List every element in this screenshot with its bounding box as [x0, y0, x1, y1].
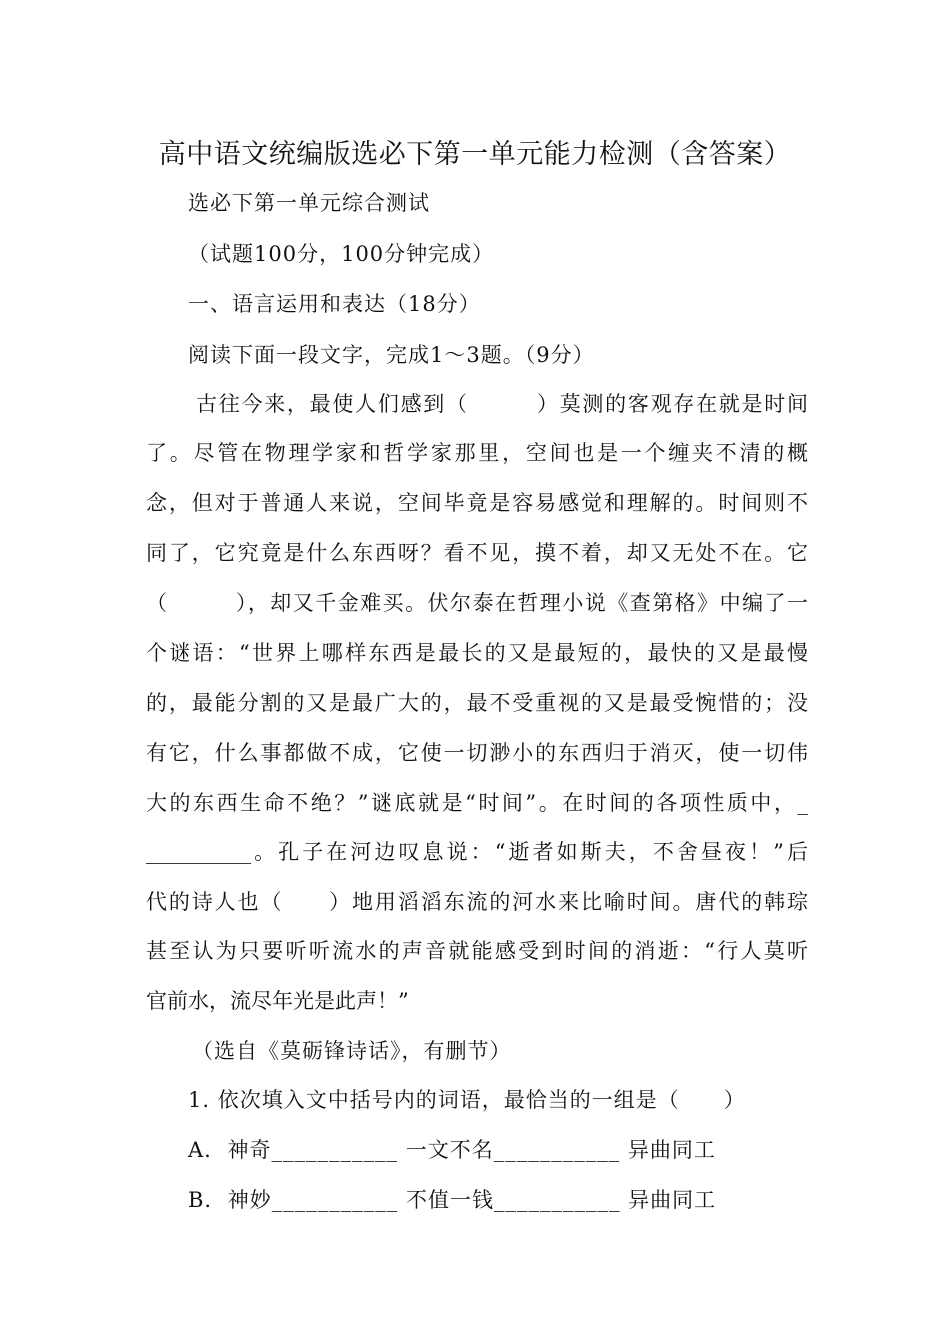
passage-line: 古往今来，最使人们感到（ ）莫测的客观存在就是时间: [196, 392, 808, 416]
option-text: 神妙___________ 不值一钱___________ 异曲同工: [227, 1188, 717, 1212]
passage-line: 个谜语：“世界上哪样东西是最长的又是最短的，最快的又是最慢: [146, 641, 808, 665]
option-letter: B.: [188, 1188, 213, 1212]
option-letter: A.: [188, 1138, 212, 1162]
passage-line: 有它，什么事都做不成，它使一切渺小的东西归于消灭，使一切伟: [146, 741, 808, 765]
page-title: 高中语文统编版选必下第一单元能力检测（含答案）: [158, 139, 792, 170]
passage-line: 甚至认为只要听听流水的声音就能感受到时间的消逝：“行人莫听: [146, 939, 808, 963]
passage-line: （ ），却又千金难买。伏尔泰在哲理小说《查第格》中编了一: [146, 591, 808, 615]
passage-line: __________。孔子在河边叹息说：“逝者如斯夫，不舍昼夜！”后: [146, 840, 808, 864]
passage-line: 了。尽管在物理学家和哲学家那里，空间也是一个缠夹不清的概: [146, 441, 808, 465]
passage-line: 官前水，流尽年光是此声！”: [146, 989, 409, 1013]
subtitle: 选必下第一单元综合测试: [188, 191, 430, 215]
passage-line: 的，最能分割的又是最广大的，最不受重视的又是最受惋惜的；没: [146, 691, 808, 715]
option-a: [188, 1134, 716, 1164]
exam-info: （试题100分，100分钟完成）: [188, 242, 495, 266]
section-heading: 一、语言运用和表达（18分）: [188, 292, 481, 316]
source-note: （选自《莫砺锋诗话》，有删节）: [192, 1039, 512, 1063]
passage-line: 念，但对于普通人来说，空间毕竟是容易感觉和理解的。时间则不: [146, 491, 808, 515]
option-text: 神奇___________ 一文不名___________ 异曲同工: [227, 1138, 716, 1162]
question-1: 1. 依次填入文中括号内的词语，最恰当的一组是（ ）: [188, 1088, 746, 1112]
reading-instruction: 阅读下面一段文字，完成1～3题。（9分）: [188, 343, 595, 367]
option-b: [188, 1184, 716, 1214]
passage-line: 大的东西生命不绝？”谜底就是“时间”。在时间的各项性质中，_: [146, 791, 808, 815]
passage-line: 代的诗人也（ ）地用滔滔东流的河水来比喻时间。唐代的韩琮: [146, 890, 808, 914]
passage-line: 同了，它究竟是什么东西呀？看不见，摸不着，却又无处不在。它: [146, 541, 808, 565]
